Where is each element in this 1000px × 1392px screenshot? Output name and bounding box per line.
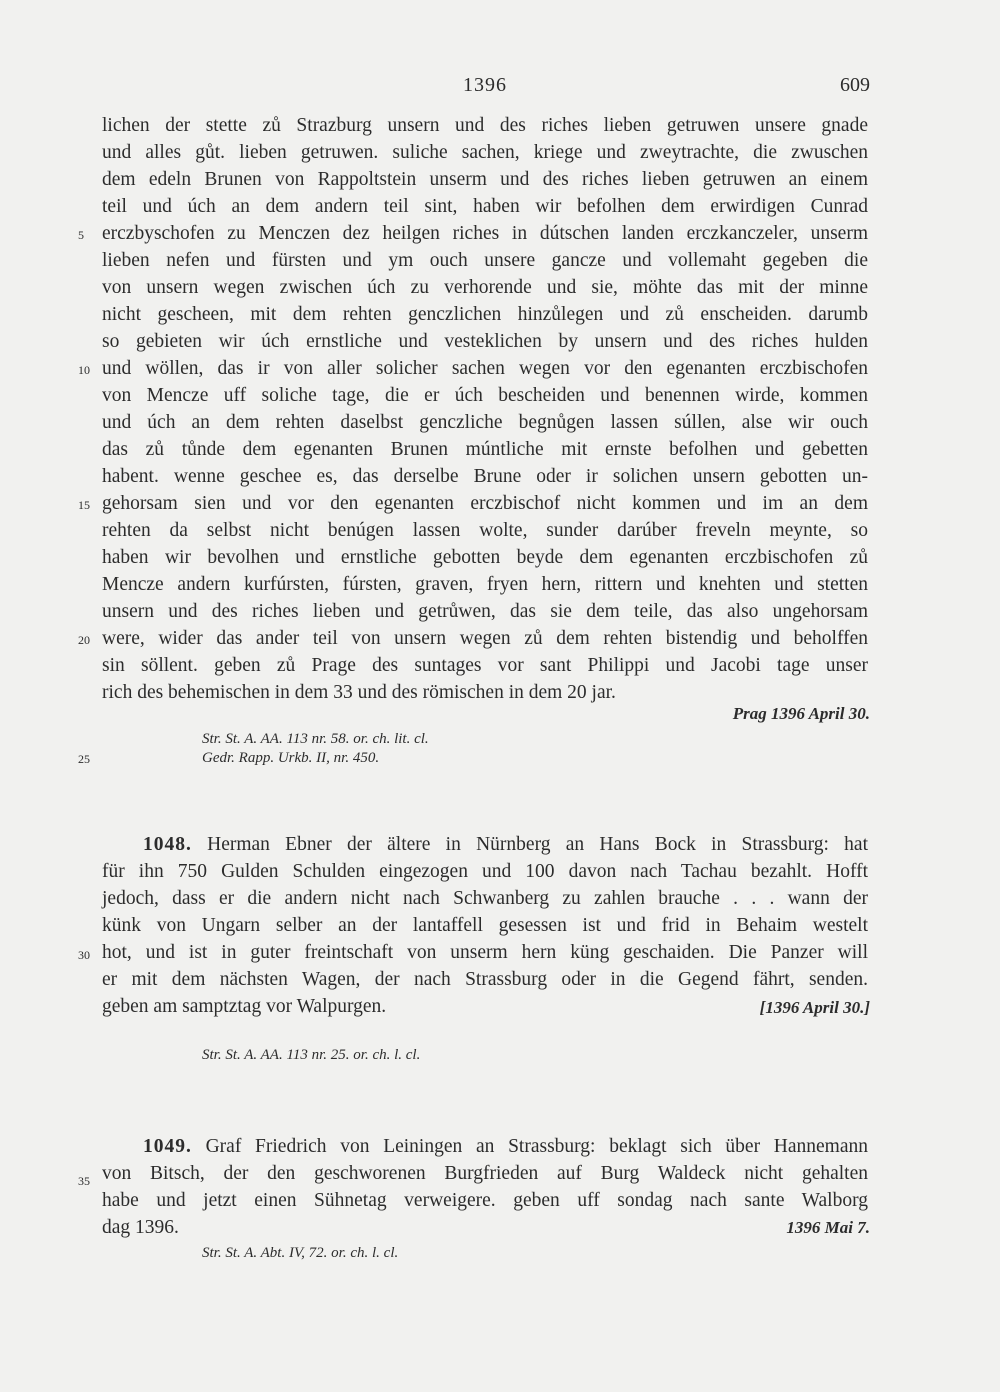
place-date: 1396 Mai 7. — [786, 1218, 870, 1237]
source-citation: Str. St. A. Abt. IV, 72. or. ch. l. cl. — [202, 1245, 399, 1261]
regest-line — [143, 832, 868, 858]
regest-line: von Bitsch, der den geschworenen Burgfrieden auf Burg Waldeck nicht gehalten — [102, 1163, 868, 1184]
regest-line: hot, und ist in guter freintschaft von unserm hern küng geschaiden. Die Panzer will — [102, 942, 868, 963]
regest-line: für ihn 750 Gulden Schulden eingezogen und 100 davon nach Tachau bezahlt. Hofft — [102, 861, 868, 882]
line-number: 20 — [78, 633, 90, 647]
text-line: sin söllent. geben zů Prage des suntages vor sant Philippi und Jacobi tage unser — [102, 655, 868, 676]
regest-line: jedoch, dass er die andern nicht nach Schwanberg zu zahlen brauche . . . wann der — [102, 888, 868, 909]
line-number: 30 — [78, 948, 90, 962]
text-line: teil und úch an dem andern teil sint, haben wir befolhen dem erwirdigen Cunrad — [102, 196, 868, 217]
line-number: 35 — [78, 1174, 90, 1188]
regest-text: Graf Friedrich von Leiningen an Strassburg: beklagt sich über Hannemann — [205, 1136, 869, 1157]
page-header — [100, 74, 870, 104]
regest-line: er mit dem nächsten Wagen, der nach Strassburg oder in die Gegend fährt, senden. — [102, 969, 868, 990]
page-number: 609 — [840, 74, 870, 96]
text-line: so gebieten wir úch ernstliche und vesteklichen by unsern und des riches hulden — [102, 331, 868, 352]
text-line: und alles gůt. lieben getruwen. suliche sachen, kriege und zweytrachte, die zwuschen — [102, 142, 868, 163]
running-head-year: 1396 — [463, 74, 507, 96]
text-line: Mencze andern kurfúrsten, fúrsten, graven, fryen hern, rittern und knehten und stetten — [102, 574, 868, 595]
regest-number: 1049. — [143, 1136, 192, 1157]
text-line: das zů tůnde dem egenanten Brunen múntliche mit ernste befolhen und gebetten — [102, 439, 868, 460]
source-citation: Str. St. A. AA. 113 nr. 58. or. ch. lit. cl. — [202, 731, 429, 747]
line-number: 25 — [78, 752, 90, 766]
text-line: unsern und des riches lieben und getrůwen, das sie dem teile, das also ungehorsam — [102, 601, 868, 622]
text-line: rehten da selbst nicht benúgen lassen wolte, sunder darúber freveln meynte, so — [102, 520, 868, 541]
text-line: und wöllen, das ir von aller solicher sachen wegen vor den egenanten erczbischofen — [102, 358, 868, 379]
text-line: und úch an dem rehten daselbst genczliche begnůgen lassen súllen, alse wir ouch — [102, 412, 868, 433]
regest-line: habe und jetzt einen Sühnetag verweigere. geben uff sondag nach sante Walborg — [102, 1190, 868, 1211]
line-number: 5 — [78, 228, 84, 242]
text-line: lichen der stette zů Strazburg unsern und des riches lieben getruwen unsere gnade — [102, 115, 868, 136]
text-line: von unsern wegen zwischen úch zu verhorende und sie, möhte das mit der minne — [102, 277, 868, 298]
regest-line: dag 1396. — [102, 1217, 179, 1238]
line-number: 15 — [78, 498, 90, 512]
text-line: haben wir bevolhen und ernstliche gebotten beyde dem egenanten erczbischofen zů — [102, 547, 868, 568]
regest-text: Herman Ebner der ältere in Nürnberg an Hans Bock in Strassburg: hat — [207, 834, 868, 855]
text-line: gehorsam sien und vor den egenanten erczbischof nicht kommen und im an dem — [102, 493, 868, 514]
text-line: were, wider das ander teil von unsern wegen zů dem rehten bistendig und beholffen — [102, 628, 868, 649]
text-line: von Mencze uff soliche tage, die er úch bescheiden und benennen wirde, kommen — [102, 385, 868, 406]
place-date: [1396 April 30.] — [759, 998, 870, 1017]
text-line: erczbyschofen zu Menczen dez heilgen riches in dútschen landen erczkanczeler, unserm — [102, 223, 868, 244]
source-citation: Gedr. Rapp. Urkb. II, nr. 450. — [202, 750, 380, 766]
text-line: dem edeln Brunen von Rappoltstein unserm und des riches lieben getruwen an einem — [102, 169, 868, 190]
regest-line: geben am samptztag vor Walpurgen. — [102, 996, 387, 1017]
source-citation: Str. St. A. AA. 113 nr. 25. or. ch. l. cl. — [202, 1047, 421, 1063]
line-number: 10 — [78, 363, 90, 377]
place-date: Prag 1396 April 30. — [732, 704, 870, 723]
text-line: lieben nefen und fürsten und ym ouch unsere gancze und vollemaht gegeben die — [102, 250, 868, 271]
regest-number: 1048. — [143, 834, 192, 855]
text-line: habent. wenne geschee es, das derselbe Brune oder ir solichen unsern gebotten un- — [102, 466, 868, 487]
text-line: nicht gescheen, mit dem rehten genczlichen hinzůlegen und zů enscheiden. darumb — [102, 304, 868, 325]
text-line: rich des behemischen in dem 33 und des römischen in dem 20 jar. — [102, 682, 616, 703]
regest-line: künk von Ungarn selber an der lantaffell gesessen ist und frid in Behaim westelt — [102, 915, 868, 936]
regest-line — [143, 1134, 868, 1160]
